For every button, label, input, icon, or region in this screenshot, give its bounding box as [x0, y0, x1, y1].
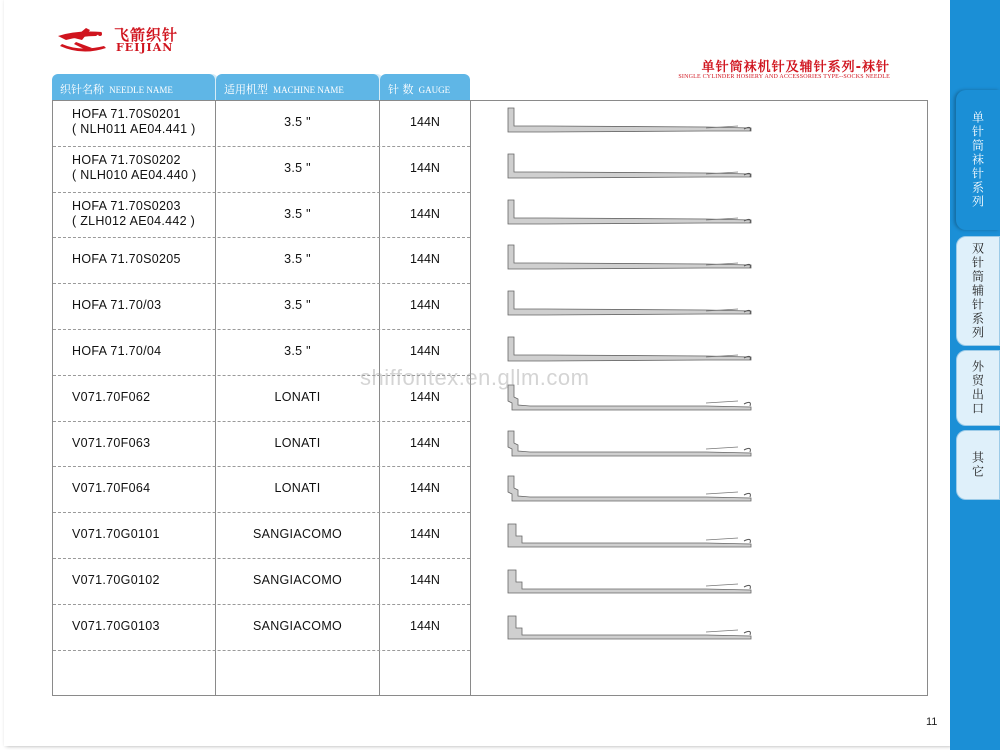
row-separator	[53, 604, 470, 605]
brand-name-en: FEIJIAN	[116, 41, 174, 54]
needle-name-alias: ( ZLH012 AE04.442 )	[72, 213, 196, 228]
needle-name-alias: ( NLH011 AE04.441 )	[72, 121, 196, 136]
needle-name-primary: V071.70G0103	[72, 618, 160, 633]
needle-image	[506, 516, 756, 556]
gauge-value: 144N	[410, 343, 440, 358]
brand-name-cn: 飞箭织针	[114, 26, 179, 44]
row-separator	[53, 283, 470, 284]
page-subtitle: SINGLE CYLINDER HOSIERY AND ACCESSORIES TYPE--SOCKS NEEDLE	[678, 74, 890, 80]
needle-illustration	[506, 425, 756, 465]
header-needle-name	[52, 74, 215, 100]
header-gauge	[380, 74, 470, 100]
row-separator	[53, 421, 470, 422]
needle-name	[72, 344, 161, 359]
machine-name: 3.5 "	[284, 206, 311, 221]
machine-name: LONATI	[274, 389, 321, 404]
header-machine-name	[216, 74, 379, 100]
needle-image	[506, 196, 756, 236]
needle-name	[72, 153, 197, 183]
machine-name: 3.5 "	[284, 114, 311, 129]
row-separator	[53, 237, 470, 238]
machine-name: 3.5 "	[284, 343, 311, 358]
needle-name	[72, 573, 160, 588]
needle-illustration	[506, 104, 756, 144]
machine-name: 3.5 "	[284, 160, 311, 175]
needle-name	[72, 252, 181, 267]
needle-name-primary: HOFA 71.70/04	[72, 343, 162, 358]
needle-illustration	[506, 241, 756, 281]
machine-name: LONATI	[274, 481, 321, 496]
machine-name: LONATI	[274, 435, 321, 450]
needle-name-alias: ( NLH010 AE04.440 )	[72, 167, 197, 182]
needle-name-primary: HOFA 71.70S0205	[72, 252, 181, 267]
row-separator	[53, 558, 470, 559]
needle-name-primary: V071.70G0101	[72, 527, 160, 542]
feijian-logo-icon	[56, 22, 112, 58]
needle-name-primary: V071.70G0102	[72, 572, 160, 587]
row-separator	[53, 650, 470, 651]
needle-illustration	[506, 516, 756, 556]
needle-image	[506, 425, 756, 465]
gauge-value: 144N	[410, 435, 440, 450]
needle-image	[506, 562, 756, 602]
sidebar-tab-label: 其它	[970, 451, 985, 479]
needle-illustration	[506, 287, 756, 327]
needle-name-primary: HOFA 71.70/03	[72, 298, 162, 313]
needle-name	[72, 199, 195, 229]
header-gauge-cn: 针 数	[388, 83, 414, 96]
needle-name	[72, 619, 160, 634]
gauge-value: 144N	[410, 527, 440, 542]
needle-name-primary: HOFA 71.70S0203	[72, 198, 181, 213]
machine-name: SANGIACOMO	[252, 618, 343, 633]
row-separator	[53, 466, 470, 467]
needle-name	[72, 107, 196, 137]
needle-image	[506, 470, 756, 510]
needle-table	[52, 100, 928, 696]
needle-image	[506, 150, 756, 190]
needle-image	[506, 608, 756, 648]
needle-name	[72, 390, 150, 405]
needle-name	[72, 298, 161, 313]
gauge-value: 144N	[410, 389, 440, 404]
row-separator	[53, 512, 470, 513]
needle-name	[72, 436, 150, 451]
gauge-value: 144N	[410, 160, 440, 175]
page-title: 单针筒袜机针及辅针系列-袜针	[701, 60, 890, 75]
sidebar-tab-label: 单针筒袜针系列	[970, 111, 985, 209]
header-gauge-en: GAUGE	[418, 85, 451, 95]
needle-name-primary: V071.70F063	[72, 435, 151, 450]
column-divider	[470, 100, 471, 696]
needle-image	[506, 287, 756, 327]
needle-name-primary: V071.70F062	[72, 389, 151, 404]
sidebar-tab-other[interactable]	[956, 430, 1000, 500]
gauge-value: 144N	[410, 298, 440, 313]
needle-image	[506, 241, 756, 281]
needle-image	[506, 104, 756, 144]
machine-name: 3.5 "	[284, 298, 311, 313]
gauge-value: 144N	[410, 618, 440, 633]
machine-name: SANGIACOMO	[252, 572, 343, 587]
row-separator	[53, 146, 470, 147]
row-separator	[53, 329, 470, 330]
sidebar-tab-export[interactable]	[956, 350, 1000, 426]
needle-name-primary: HOFA 71.70S0201	[72, 106, 181, 121]
needle-illustration	[506, 562, 756, 602]
page-number: 11	[926, 716, 938, 728]
sidebar-tab-label: 外贸出口	[970, 360, 985, 416]
header-machine-name-cn: 适用机型	[224, 83, 268, 96]
machine-name: 3.5 "	[284, 252, 311, 267]
machine-name: SANGIACOMO	[252, 527, 343, 542]
header-machine-name-en: MACHINE NAME	[273, 85, 344, 95]
sidebar-tab-double-cylinder[interactable]	[956, 236, 1000, 346]
needle-name	[72, 481, 150, 496]
needle-illustration	[506, 470, 756, 510]
gauge-value: 144N	[410, 114, 440, 129]
gauge-value: 144N	[410, 481, 440, 496]
needle-illustration	[506, 608, 756, 648]
header-needle-name-en: NEEDLE NAME	[109, 85, 173, 95]
gauge-value: 144N	[410, 572, 440, 587]
needle-name	[72, 527, 160, 542]
watermark: shiffontex.en.gllm.com	[360, 365, 590, 390]
sidebar-tab-label: 双针筒辅针系列	[970, 242, 985, 340]
needle-name-primary: V071.70F064	[72, 481, 151, 496]
needle-illustration	[506, 150, 756, 190]
needle-illustration	[506, 196, 756, 236]
header-needle-name-cn: 织针名称	[60, 83, 104, 96]
needle-name-primary: HOFA 71.70S0202	[72, 152, 181, 167]
gauge-value: 144N	[410, 252, 440, 267]
sidebar-tab-single-cylinder[interactable]	[956, 90, 1000, 230]
brand-logo	[56, 22, 196, 58]
row-separator	[53, 192, 470, 193]
gauge-value: 144N	[410, 206, 440, 221]
